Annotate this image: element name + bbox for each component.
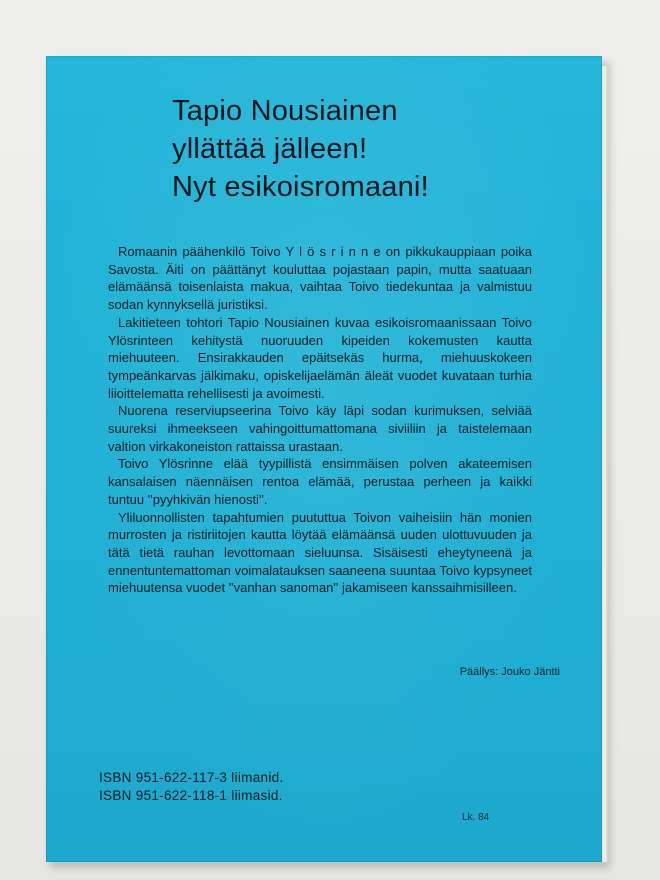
cover-designer-credit: Päällys: Jouko Jäntti bbox=[459, 666, 560, 678]
blurb-paragraph-5: Yliluonnollisten tapahtumien puututtua Toivon vaiheisiin hän monien murrosten ja ristiriitojen kautta löytää elämäänsä uuden ulottuvuuden ja tätä tietä rauhan levottomaan sieluunsa. Sisäisesti eheytyneenä ja ennentuntemattoman voimalatauksen saaneena suuntaa Toivo kypsyneet miehuutensa vuodet ''vanhan sanoman'' jakamiseen kanssaihmisilleen. bbox=[108, 509, 532, 596]
cover-headline bbox=[172, 92, 429, 206]
blurb-paragraph-2: Lakitieteen tohtori Tapio Nousiainen kuvaa esikoisromaanissaan Toivo Ylösrinteen kehitystä nuoruuden kipeiden kokemusten kautta miehuuteen. Ensirakkauden epäitsekäs hurma, miehuuskokeen tympeänkarvas jälkimaku, opiskelijaelämän äleät vuodet kuvataan turhia liioittelematta rehellisesti ja avoimesti. bbox=[108, 314, 532, 401]
headline-line-1: Tapio Nousiainen bbox=[172, 95, 398, 127]
book-back-cover bbox=[46, 56, 602, 862]
blurb-paragraph-4: Toivo Ylösrinne elää tyypillistä ensimmäisen polven akateemisen kansalaisen näennäisen rentoa elämää, perustaa perheen ja kaikki tuntuu ''pyyhkivän hienosti''. bbox=[108, 456, 532, 507]
blurb-paragraph-1: Romaanin päähenkilö Toivo Y l ö s r i n n e on pikkukauppiaan poika Savosta. Äiti on päättänyt kouluttaa pojastaan papin, mutta saatuaan elämäänsä toisenlaista makua, vaihtaa Toivo tiedekuntaa ja valmistuu sodan kynnyksellä juristiksi. bbox=[108, 244, 532, 313]
library-class-code: Lk. 84 bbox=[462, 812, 490, 823]
blurb-paragraph-3: Nuorena reserviupseerina Toivo käy läpi sodan kurimuksen, selviää suureksi ihmeekseen vahingoittumattomana siviiliin ja taistelemaan valtion virkakoneiston rattaissa urastaan. bbox=[108, 403, 532, 454]
headline-line-2: yllättää jälleen! bbox=[172, 133, 368, 165]
blurb-text bbox=[108, 243, 532, 597]
isbn-block bbox=[99, 769, 284, 805]
isbn-line-2: ISBN 951-622-118-1 liimasid. bbox=[99, 788, 283, 803]
isbn-line-1: ISBN 951-622-117-3 liimanid. bbox=[99, 770, 284, 785]
headline-line-3: Nyt esikoisromaani! bbox=[172, 171, 429, 203]
